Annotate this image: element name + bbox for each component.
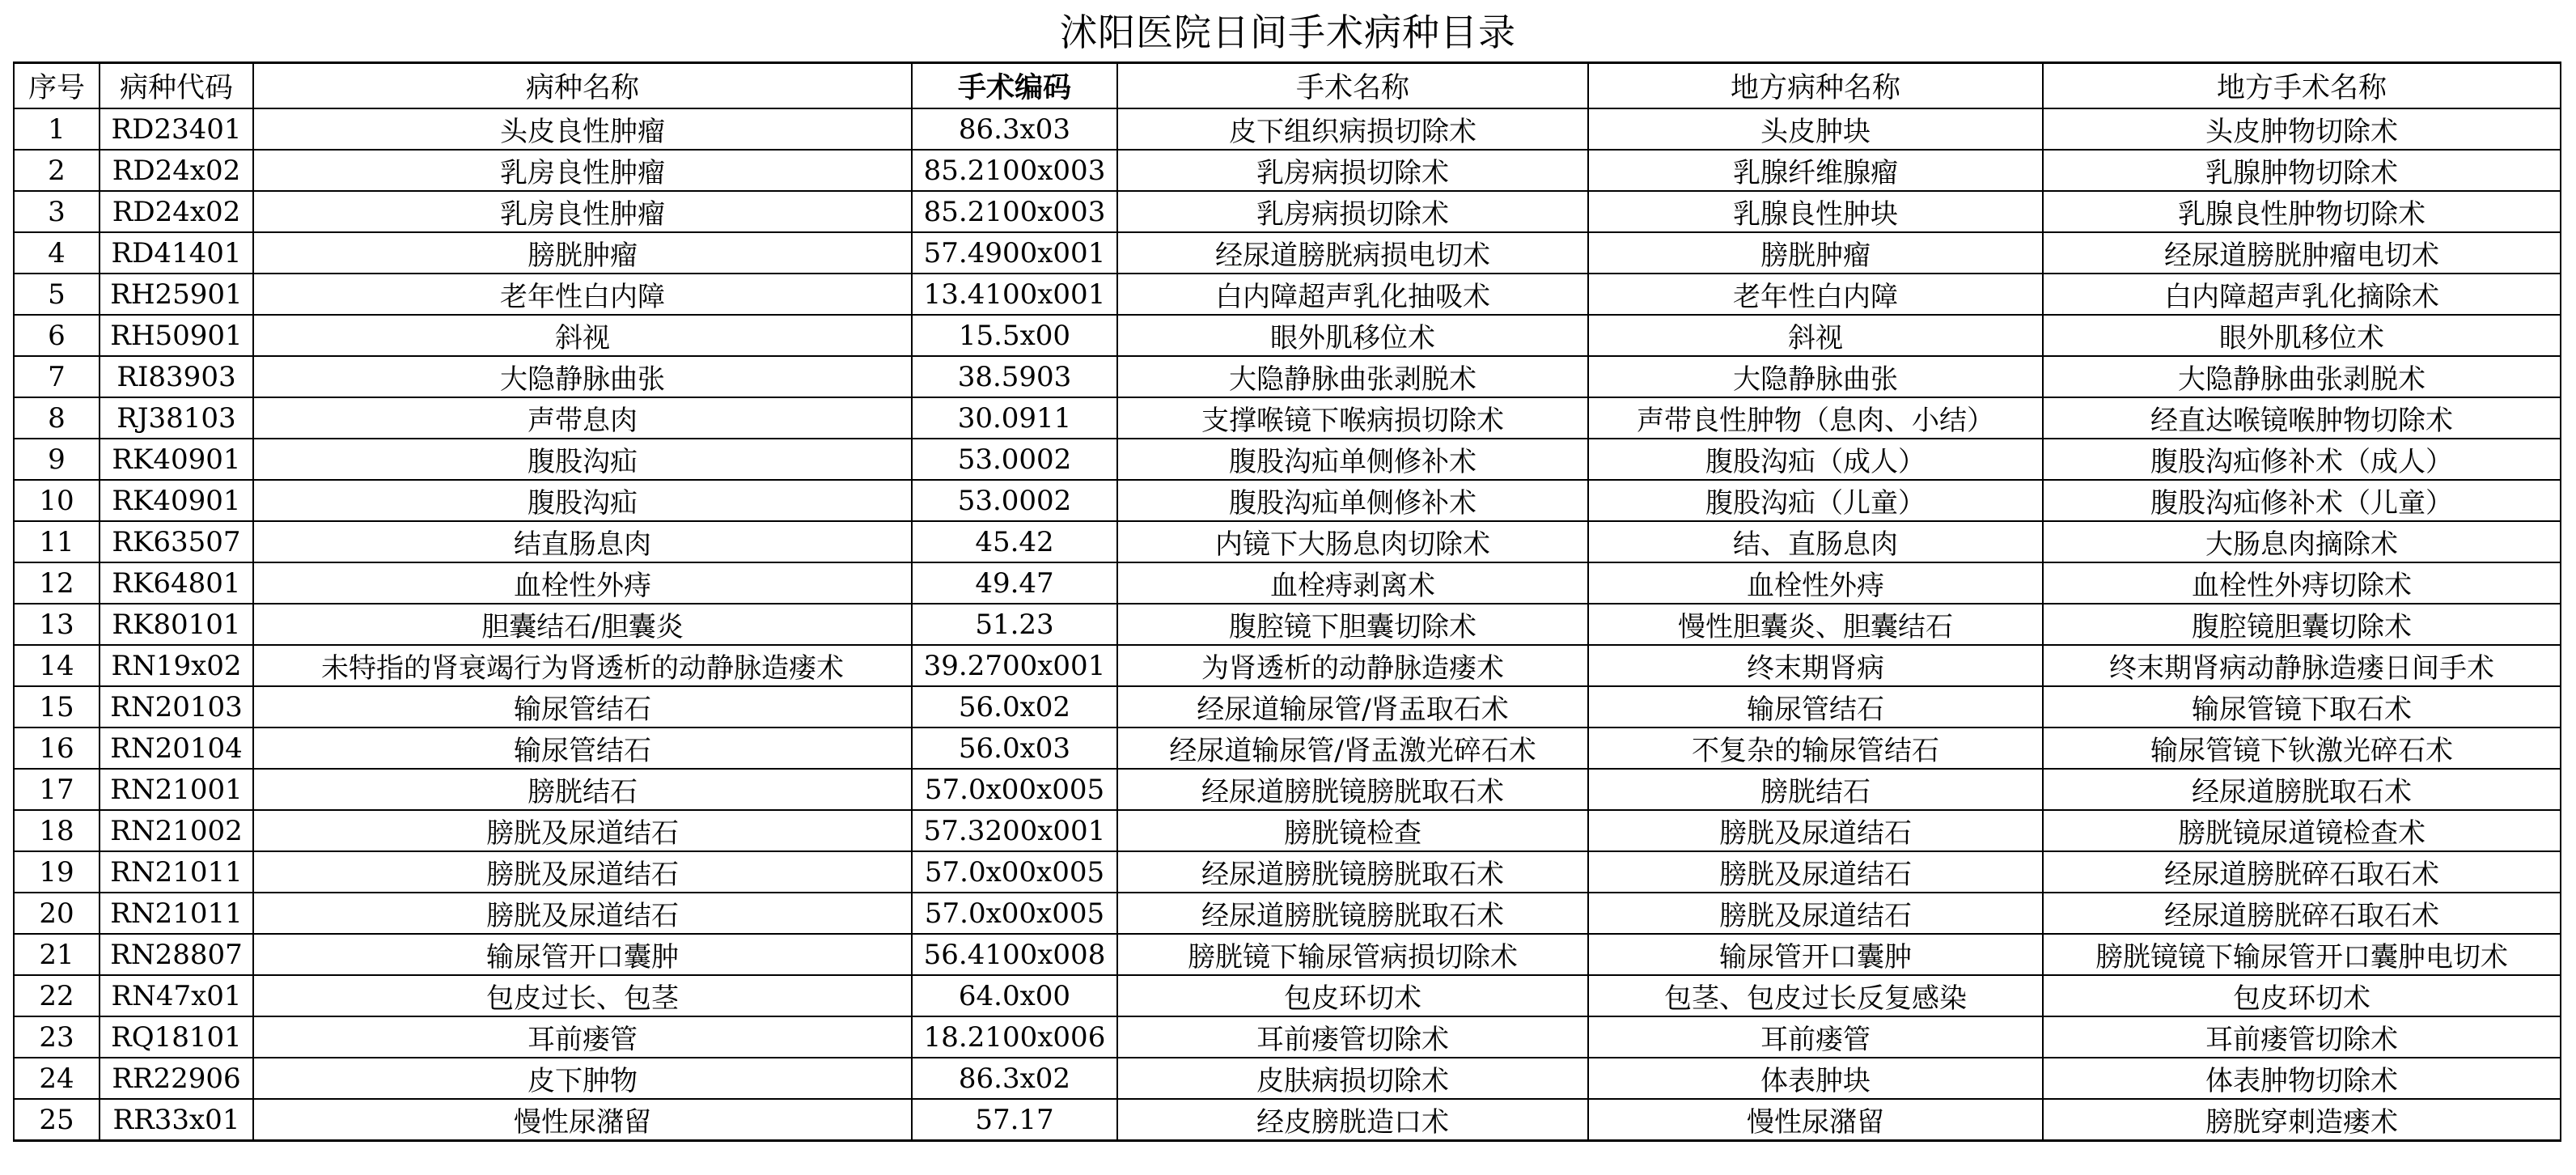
column-header-surgery-name: 手术名称 bbox=[1117, 63, 1588, 109]
table-row bbox=[14, 274, 2561, 315]
cell-local-disease-name: 声带良性肿物（息肉、小结） bbox=[1588, 397, 2043, 439]
cell-local-surgery-name: 乳腺良性肿物切除术 bbox=[2043, 191, 2561, 232]
table-row bbox=[14, 769, 2561, 810]
cell-surgery-name: 经尿道膀胱病损电切术 bbox=[1117, 232, 1588, 274]
cell-disease-name: 包皮过长、包茎 bbox=[253, 975, 912, 1016]
cell-disease-name: 膀胱及尿道结石 bbox=[253, 810, 912, 851]
cell-local-surgery-name: 输尿管镜下钬激光碎石术 bbox=[2043, 727, 2561, 769]
cell-disease-name: 头皮良性肿瘤 bbox=[253, 108, 912, 150]
cell-disease-name: 乳房良性肿瘤 bbox=[253, 191, 912, 232]
cell-index: 1 bbox=[14, 108, 100, 150]
table-row bbox=[14, 975, 2561, 1016]
cell-disease-code: RN28807 bbox=[100, 934, 253, 975]
cell-surgery-code: 45.42 bbox=[912, 521, 1117, 562]
cell-surgery-name: 膀胱镜检查 bbox=[1117, 810, 1588, 851]
cell-disease-code: RK40901 bbox=[100, 480, 253, 521]
surgery-catalog-table bbox=[13, 62, 2561, 1142]
column-header-disease-code: 病种代码 bbox=[100, 63, 253, 109]
cell-surgery-name: 皮肤病损切除术 bbox=[1117, 1058, 1588, 1099]
table-row bbox=[14, 686, 2561, 727]
cell-disease-name: 膀胱及尿道结石 bbox=[253, 893, 912, 934]
cell-disease-code: RH25901 bbox=[100, 274, 253, 315]
cell-disease-code: RI83903 bbox=[100, 356, 253, 397]
table-row bbox=[14, 108, 2561, 150]
table-body bbox=[14, 108, 2561, 1141]
cell-surgery-name: 内镜下大肠息肉切除术 bbox=[1117, 521, 1588, 562]
cell-index: 8 bbox=[14, 397, 100, 439]
cell-index: 9 bbox=[14, 439, 100, 480]
cell-index: 16 bbox=[14, 727, 100, 769]
cell-local-disease-name: 乳腺纤维腺瘤 bbox=[1588, 150, 2043, 191]
cell-index: 14 bbox=[14, 645, 100, 686]
cell-index: 6 bbox=[14, 315, 100, 356]
cell-disease-name: 膀胱及尿道结石 bbox=[253, 851, 912, 893]
cell-local-disease-name: 头皮肿块 bbox=[1588, 108, 2043, 150]
table-row bbox=[14, 1058, 2561, 1099]
cell-local-disease-name: 终末期肾病 bbox=[1588, 645, 2043, 686]
column-header-surgery-code: 手术编码 bbox=[912, 63, 1117, 109]
cell-disease-name: 乳房良性肿瘤 bbox=[253, 150, 912, 191]
cell-index: 2 bbox=[14, 150, 100, 191]
table-row bbox=[14, 1016, 2561, 1058]
cell-disease-code: RN21001 bbox=[100, 769, 253, 810]
cell-disease-code: RK80101 bbox=[100, 604, 253, 645]
cell-disease-name: 结直肠息肉 bbox=[253, 521, 912, 562]
cell-local-disease-name: 结、直肠息肉 bbox=[1588, 521, 2043, 562]
cell-index: 24 bbox=[14, 1058, 100, 1099]
table-row bbox=[14, 439, 2561, 480]
cell-local-surgery-name: 膀胱镜尿道镜检查术 bbox=[2043, 810, 2561, 851]
cell-index: 18 bbox=[14, 810, 100, 851]
cell-disease-name: 声带息肉 bbox=[253, 397, 912, 439]
cell-surgery-name: 经尿道输尿管/肾盂激光碎石术 bbox=[1117, 727, 1588, 769]
cell-local-disease-name: 膀胱及尿道结石 bbox=[1588, 893, 2043, 934]
cell-surgery-name: 皮下组织病损切除术 bbox=[1117, 108, 1588, 150]
column-header-index: 序号 bbox=[14, 63, 100, 109]
cell-surgery-code: 53.0002 bbox=[912, 480, 1117, 521]
cell-disease-name: 耳前瘘管 bbox=[253, 1016, 912, 1058]
cell-local-disease-name: 不复杂的输尿管结石 bbox=[1588, 727, 2043, 769]
cell-index: 13 bbox=[14, 604, 100, 645]
cell-disease-name: 慢性尿潴留 bbox=[253, 1099, 912, 1141]
cell-surgery-code: 57.17 bbox=[912, 1099, 1117, 1141]
cell-disease-code: RN21011 bbox=[100, 893, 253, 934]
cell-index: 10 bbox=[14, 480, 100, 521]
cell-disease-code: RD24x02 bbox=[100, 150, 253, 191]
cell-disease-code: RR22906 bbox=[100, 1058, 253, 1099]
table-row bbox=[14, 645, 2561, 686]
cell-index: 7 bbox=[14, 356, 100, 397]
table-row bbox=[14, 150, 2561, 191]
cell-surgery-code: 57.0x00x005 bbox=[912, 769, 1117, 810]
cell-local-surgery-name: 经尿道膀胱碎石取石术 bbox=[2043, 851, 2561, 893]
cell-disease-code: RN20103 bbox=[100, 686, 253, 727]
cell-surgery-code: 39.2700x001 bbox=[912, 645, 1117, 686]
cell-disease-code: RK63507 bbox=[100, 521, 253, 562]
cell-index: 17 bbox=[14, 769, 100, 810]
cell-local-surgery-name: 经直达喉镜喉肿物切除术 bbox=[2043, 397, 2561, 439]
cell-index: 19 bbox=[14, 851, 100, 893]
cell-disease-code: RN21002 bbox=[100, 810, 253, 851]
cell-disease-name: 输尿管结石 bbox=[253, 727, 912, 769]
cell-surgery-code: 13.4100x001 bbox=[912, 274, 1117, 315]
cell-surgery-name: 经尿道膀胱镜膀胱取石术 bbox=[1117, 769, 1588, 810]
cell-local-disease-name: 膀胱肿瘤 bbox=[1588, 232, 2043, 274]
cell-local-disease-name: 乳腺良性肿块 bbox=[1588, 191, 2043, 232]
table-row bbox=[14, 356, 2561, 397]
table-row bbox=[14, 562, 2561, 604]
cell-disease-code: RD23401 bbox=[100, 108, 253, 150]
cell-surgery-name: 为肾透析的动静脉造瘘术 bbox=[1117, 645, 1588, 686]
cell-local-surgery-name: 经尿道膀胱碎石取石术 bbox=[2043, 893, 2561, 934]
cell-surgery-code: 57.4900x001 bbox=[912, 232, 1117, 274]
cell-local-disease-name: 膀胱及尿道结石 bbox=[1588, 851, 2043, 893]
cell-local-disease-name: 腹股沟疝（儿童） bbox=[1588, 480, 2043, 521]
cell-disease-code: RD41401 bbox=[100, 232, 253, 274]
cell-surgery-name: 包皮环切术 bbox=[1117, 975, 1588, 1016]
cell-local-surgery-name: 血栓性外痔切除术 bbox=[2043, 562, 2561, 604]
cell-local-disease-name: 输尿管开口囊肿 bbox=[1588, 934, 2043, 975]
cell-disease-name: 胆囊结石/胆囊炎 bbox=[253, 604, 912, 645]
cell-surgery-code: 51.23 bbox=[912, 604, 1117, 645]
cell-local-surgery-name: 经尿道膀胱取石术 bbox=[2043, 769, 2561, 810]
cell-disease-name: 皮下肿物 bbox=[253, 1058, 912, 1099]
cell-local-disease-name: 包茎、包皮过长反复感染 bbox=[1588, 975, 2043, 1016]
cell-disease-code: RN19x02 bbox=[100, 645, 253, 686]
table-row bbox=[14, 934, 2561, 975]
table-row bbox=[14, 191, 2561, 232]
cell-local-surgery-name: 大隐静脉曲张剥脱术 bbox=[2043, 356, 2561, 397]
cell-surgery-name: 经皮膀胱造口术 bbox=[1117, 1099, 1588, 1141]
cell-surgery-code: 56.0x03 bbox=[912, 727, 1117, 769]
cell-surgery-name: 腹股沟疝单侧修补术 bbox=[1117, 480, 1588, 521]
cell-index: 15 bbox=[14, 686, 100, 727]
cell-local-surgery-name: 体表肿物切除术 bbox=[2043, 1058, 2561, 1099]
cell-disease-code: RK40901 bbox=[100, 439, 253, 480]
cell-local-surgery-name: 大肠息肉摘除术 bbox=[2043, 521, 2561, 562]
cell-local-disease-name: 耳前瘘管 bbox=[1588, 1016, 2043, 1058]
column-header-local-surgery-name: 地方手术名称 bbox=[2043, 63, 2561, 109]
cell-surgery-code: 56.0x02 bbox=[912, 686, 1117, 727]
cell-surgery-code: 49.47 bbox=[912, 562, 1117, 604]
cell-local-surgery-name: 腹股沟疝修补术（成人） bbox=[2043, 439, 2561, 480]
cell-index: 20 bbox=[14, 893, 100, 934]
cell-index: 22 bbox=[14, 975, 100, 1016]
cell-surgery-name: 大隐静脉曲张剥脱术 bbox=[1117, 356, 1588, 397]
cell-local-disease-name: 老年性白内障 bbox=[1588, 274, 2043, 315]
cell-surgery-code: 86.3x03 bbox=[912, 108, 1117, 150]
cell-surgery-code: 18.2100x006 bbox=[912, 1016, 1117, 1058]
cell-surgery-code: 57.0x00x005 bbox=[912, 893, 1117, 934]
cell-local-surgery-name: 白内障超声乳化摘除术 bbox=[2043, 274, 2561, 315]
cell-local-surgery-name: 终末期肾病动静脉造瘘日间手术 bbox=[2043, 645, 2561, 686]
header-row bbox=[14, 63, 2561, 109]
cell-index: 11 bbox=[14, 521, 100, 562]
cell-local-disease-name: 膀胱及尿道结石 bbox=[1588, 810, 2043, 851]
cell-local-surgery-name: 头皮肿物切除术 bbox=[2043, 108, 2561, 150]
cell-disease-name: 腹股沟疝 bbox=[253, 480, 912, 521]
table-row bbox=[14, 397, 2561, 439]
cell-index: 21 bbox=[14, 934, 100, 975]
table-row bbox=[14, 893, 2561, 934]
table-row bbox=[14, 604, 2561, 645]
cell-surgery-name: 耳前瘘管切除术 bbox=[1117, 1016, 1588, 1058]
cell-disease-name: 未特指的肾衰竭行为肾透析的动静脉造瘘术 bbox=[253, 645, 912, 686]
cell-surgery-code: 64.0x00 bbox=[912, 975, 1117, 1016]
cell-disease-name: 腹股沟疝 bbox=[253, 439, 912, 480]
cell-local-disease-name: 大隐静脉曲张 bbox=[1588, 356, 2043, 397]
cell-disease-name: 膀胱肿瘤 bbox=[253, 232, 912, 274]
cell-surgery-code: 86.3x02 bbox=[912, 1058, 1117, 1099]
cell-surgery-code: 85.2100x003 bbox=[912, 150, 1117, 191]
cell-surgery-name: 经尿道膀胱镜膀胱取石术 bbox=[1117, 851, 1588, 893]
table-row bbox=[14, 727, 2561, 769]
cell-index: 3 bbox=[14, 191, 100, 232]
cell-disease-code: RN47x01 bbox=[100, 975, 253, 1016]
cell-surgery-code: 15.5x00 bbox=[912, 315, 1117, 356]
cell-disease-code: RD24x02 bbox=[100, 191, 253, 232]
cell-local-surgery-name: 包皮环切术 bbox=[2043, 975, 2561, 1016]
cell-surgery-code: 57.3200x001 bbox=[912, 810, 1117, 851]
cell-local-surgery-name: 腹腔镜胆囊切除术 bbox=[2043, 604, 2561, 645]
cell-local-disease-name: 体表肿块 bbox=[1588, 1058, 2043, 1099]
cell-disease-name: 血栓性外痔 bbox=[253, 562, 912, 604]
table-row bbox=[14, 315, 2561, 356]
cell-local-surgery-name: 耳前瘘管切除术 bbox=[2043, 1016, 2561, 1058]
table-row bbox=[14, 480, 2561, 521]
cell-local-disease-name: 输尿管结石 bbox=[1588, 686, 2043, 727]
cell-surgery-name: 血栓痔剥离术 bbox=[1117, 562, 1588, 604]
cell-local-disease-name: 腹股沟疝（成人） bbox=[1588, 439, 2043, 480]
cell-local-disease-name: 慢性尿潴留 bbox=[1588, 1099, 2043, 1141]
cell-local-disease-name: 慢性胆囊炎、胆囊结石 bbox=[1588, 604, 2043, 645]
cell-disease-name: 老年性白内障 bbox=[253, 274, 912, 315]
cell-disease-name: 输尿管开口囊肿 bbox=[253, 934, 912, 975]
cell-surgery-code: 56.4100x008 bbox=[912, 934, 1117, 975]
cell-surgery-code: 53.0002 bbox=[912, 439, 1117, 480]
cell-disease-code: RH50901 bbox=[100, 315, 253, 356]
cell-index: 5 bbox=[14, 274, 100, 315]
cell-local-surgery-name: 腹股沟疝修补术（儿童） bbox=[2043, 480, 2561, 521]
cell-disease-code: RR33x01 bbox=[100, 1099, 253, 1141]
table-row bbox=[14, 851, 2561, 893]
cell-local-surgery-name: 输尿管镜下取石术 bbox=[2043, 686, 2561, 727]
cell-local-surgery-name: 膀胱穿刺造瘘术 bbox=[2043, 1099, 2561, 1141]
column-header-disease-name: 病种名称 bbox=[253, 63, 912, 109]
column-header-local-disease-name: 地方病种名称 bbox=[1588, 63, 2043, 109]
cell-local-surgery-name: 膀胱镜镜下输尿管开口囊肿电切术 bbox=[2043, 934, 2561, 975]
table-row bbox=[14, 1099, 2561, 1141]
cell-surgery-name: 经尿道膀胱镜膀胱取石术 bbox=[1117, 893, 1588, 934]
cell-disease-code: RK64801 bbox=[100, 562, 253, 604]
cell-surgery-name: 经尿道输尿管/肾盂取石术 bbox=[1117, 686, 1588, 727]
cell-disease-code: RN21011 bbox=[100, 851, 253, 893]
cell-index: 4 bbox=[14, 232, 100, 274]
cell-surgery-name: 白内障超声乳化抽吸术 bbox=[1117, 274, 1588, 315]
cell-surgery-name: 膀胱镜下输尿管病损切除术 bbox=[1117, 934, 1588, 975]
cell-surgery-name: 腹腔镜下胆囊切除术 bbox=[1117, 604, 1588, 645]
cell-surgery-name: 腹股沟疝单侧修补术 bbox=[1117, 439, 1588, 480]
cell-local-surgery-name: 眼外肌移位术 bbox=[2043, 315, 2561, 356]
cell-surgery-code: 85.2100x003 bbox=[912, 191, 1117, 232]
cell-disease-code: RN20104 bbox=[100, 727, 253, 769]
cell-surgery-name: 乳房病损切除术 bbox=[1117, 191, 1588, 232]
cell-disease-code: RQ18101 bbox=[100, 1016, 253, 1058]
cell-local-surgery-name: 经尿道膀胱肿瘤电切术 bbox=[2043, 232, 2561, 274]
cell-index: 12 bbox=[14, 562, 100, 604]
cell-disease-name: 斜视 bbox=[253, 315, 912, 356]
cell-surgery-name: 眼外肌移位术 bbox=[1117, 315, 1588, 356]
cell-disease-code: RJ38103 bbox=[100, 397, 253, 439]
cell-index: 23 bbox=[14, 1016, 100, 1058]
cell-local-disease-name: 血栓性外痔 bbox=[1588, 562, 2043, 604]
cell-disease-name: 膀胱结石 bbox=[253, 769, 912, 810]
table-row bbox=[14, 232, 2561, 274]
page-title: 沭阳医院日间手术病种目录 bbox=[1060, 11, 1516, 54]
cell-surgery-code: 57.0x00x005 bbox=[912, 851, 1117, 893]
cell-surgery-name: 支撑喉镜下喉病损切除术 bbox=[1117, 397, 1588, 439]
cell-surgery-name: 乳房病损切除术 bbox=[1117, 150, 1588, 191]
cell-disease-name: 大隐静脉曲张 bbox=[253, 356, 912, 397]
table-row bbox=[14, 810, 2561, 851]
table-row bbox=[14, 521, 2561, 562]
cell-surgery-code: 38.5903 bbox=[912, 356, 1117, 397]
cell-index: 25 bbox=[14, 1099, 100, 1141]
cell-local-surgery-name: 乳腺肿物切除术 bbox=[2043, 150, 2561, 191]
cell-local-disease-name: 膀胱结石 bbox=[1588, 769, 2043, 810]
cell-surgery-code: 30.0911 bbox=[912, 397, 1117, 439]
cell-local-disease-name: 斜视 bbox=[1588, 315, 2043, 356]
cell-disease-name: 输尿管结石 bbox=[253, 686, 912, 727]
